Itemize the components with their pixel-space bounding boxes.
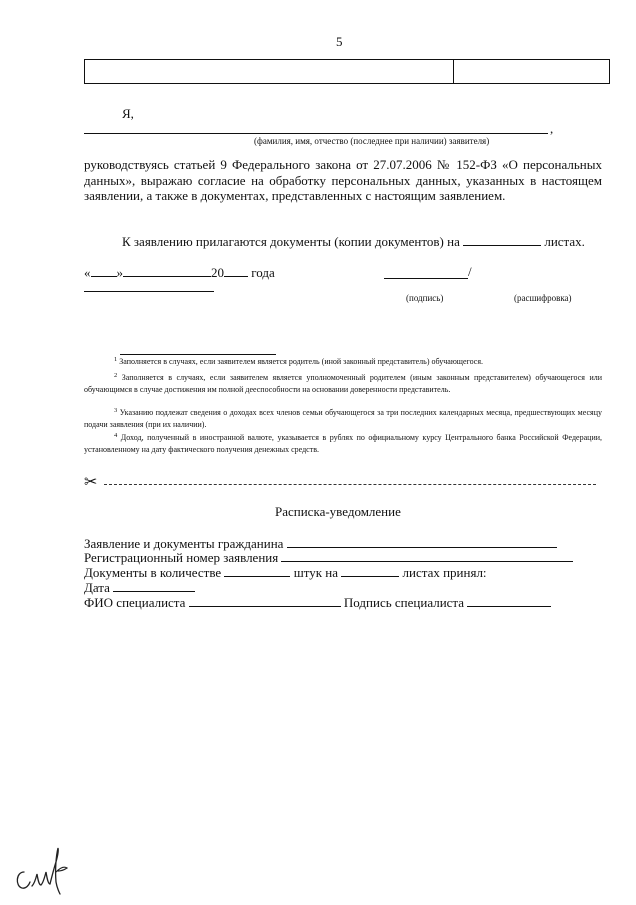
sheets-count-field[interactable]: [341, 564, 399, 577]
attachments-suffix: листах.: [544, 234, 585, 249]
reg-number-field[interactable]: [281, 549, 573, 562]
handwritten-signature: [12, 838, 72, 898]
consent-text: руководствуясь статьей 9 Федерального закона от 27.07.2006 № 152-ФЗ «О персональных данных», выражаю согласие на обработку персональных данных, указанных в настоящем заявлении, а также в документах, представленных с настоящим заявлением.: [84, 157, 602, 203]
name-comma: ,: [550, 121, 554, 136]
footnote-4: [84, 432, 602, 455]
receipt-specialist-row: [84, 594, 551, 610]
signature-field[interactable]: [384, 278, 468, 279]
docs-count-mid: штук на: [293, 565, 339, 580]
receipt-regnum-row: [84, 549, 573, 565]
date-day-field[interactable]: [91, 264, 117, 277]
specialist-name-field[interactable]: [189, 594, 341, 607]
date-line: [84, 264, 275, 280]
footnote-separator: [120, 354, 276, 355]
receipt-count-row: [84, 564, 487, 580]
signature-label: (подпись): [406, 293, 444, 303]
page-number: 5: [336, 34, 343, 49]
attachments-sheets-field[interactable]: [463, 233, 541, 246]
footnote-number: 3: [114, 407, 118, 414]
specialist-name-label: ФИО специалиста: [84, 595, 186, 610]
transcript-label: (расшифровка): [514, 293, 572, 303]
receipt-date-field[interactable]: [113, 579, 195, 592]
cut-line: [104, 484, 596, 485]
specialist-signature-field[interactable]: [467, 594, 551, 607]
footnote-text: Указанию подлежат сведения о доходах всех членов семьи обучающегося за три последних календарных месяца, предшествующих месяцу подачи заявления (при их наличии).: [84, 408, 602, 429]
receipt-title: Расписка-уведомление: [275, 504, 401, 519]
attachments-line: [122, 233, 585, 249]
date-label: Дата: [84, 580, 110, 595]
name-hint: (фамилия, имя, отчество (последнее при наличии) заявителя): [254, 136, 490, 146]
scissors-icon: ✂: [84, 472, 98, 491]
footnote-1: [84, 356, 602, 368]
footnote-text: Заполняется в случаях, если заявителем является уполномоченный родителем (иным законным представителем) обучающегося или обучающимся в случае достижения им полной дееспособности на основании доверенности представитель.: [84, 373, 603, 394]
footnote-2: [84, 372, 602, 395]
docs-count-prefix: Документы в количестве: [84, 565, 222, 580]
applicant-name-field[interactable]: [84, 133, 548, 134]
footnote-number: 4: [114, 432, 118, 439]
receipt-date-row: [84, 579, 195, 595]
citizen-name-field[interactable]: [287, 535, 557, 548]
date-close-quote: »: [116, 265, 123, 280]
attachments-prefix: К заявлению прилагаются документы (копии документов) на: [122, 234, 460, 249]
footnote-text: Доход, полученный в иностранной валюте, указывается в рублях по официальному курсу Центрального банка Российской Федерации, установленному на дату фактического получения денежных средств.: [84, 433, 603, 454]
date-year-field[interactable]: [224, 264, 248, 277]
reg-number-label: Регистрационный номер заявления: [84, 550, 279, 565]
docs-count-suffix: листах принял:: [402, 565, 487, 580]
date-year-word: года: [251, 265, 275, 280]
date-open-quote: «: [84, 265, 91, 280]
signature-slash: /: [468, 264, 472, 279]
specialist-signature-label: Подпись специалиста: [343, 595, 465, 610]
extra-blank-field[interactable]: [84, 291, 214, 292]
documents-of-citizen-label: Заявление и документы гражданина: [84, 536, 284, 551]
footnote-text: Заполняется в случаях, если заявителем является родитель (иной законный представитель) обучающегося.: [119, 357, 484, 366]
footnote-3: [84, 407, 602, 430]
date-year-prefix: 20: [211, 265, 224, 280]
header-table-divider: [453, 60, 454, 83]
header-table: [84, 59, 610, 84]
footnote-number: 1: [114, 356, 118, 363]
docs-count-field[interactable]: [224, 564, 290, 577]
declaration-ya: Я,: [122, 106, 134, 121]
date-month-field[interactable]: [123, 264, 211, 277]
footnote-number: 2: [114, 372, 118, 379]
